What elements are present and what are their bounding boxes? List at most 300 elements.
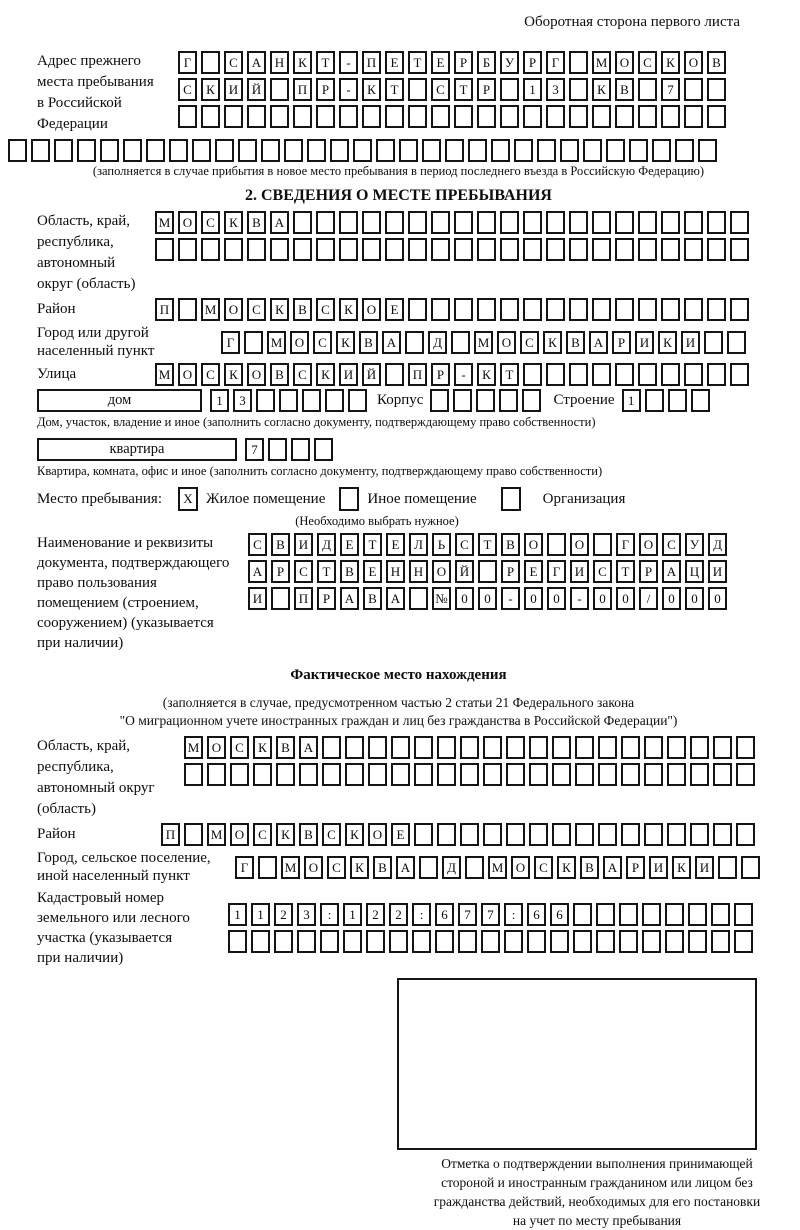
- char-cell[interactable]: -: [339, 51, 358, 74]
- char-cell[interactable]: [741, 856, 760, 879]
- char-cell[interactable]: С: [431, 78, 450, 101]
- char-cell[interactable]: [409, 587, 428, 610]
- char-cell[interactable]: Е: [385, 298, 404, 321]
- char-cell[interactable]: К: [201, 78, 220, 101]
- char-cell[interactable]: [476, 389, 495, 412]
- char-cell[interactable]: [615, 298, 634, 321]
- char-cell[interactable]: О: [511, 856, 530, 879]
- char-cell[interactable]: [736, 763, 755, 786]
- char-cell[interactable]: [523, 363, 542, 386]
- char-cell[interactable]: П: [294, 587, 313, 610]
- checkbox-residential[interactable]: X: [178, 487, 198, 511]
- char-cell[interactable]: Е: [340, 533, 359, 556]
- char-cell[interactable]: [284, 139, 303, 162]
- char-cell[interactable]: [123, 139, 142, 162]
- char-cell[interactable]: [522, 389, 541, 412]
- char-cell[interactable]: К: [339, 298, 358, 321]
- char-cell[interactable]: С: [322, 823, 341, 846]
- char-cell[interactable]: [667, 823, 686, 846]
- char-cell[interactable]: [668, 389, 687, 412]
- char-cell[interactable]: [569, 78, 588, 101]
- char-cell[interactable]: [247, 105, 266, 128]
- char-cell[interactable]: [644, 763, 663, 786]
- char-cell[interactable]: Т: [385, 78, 404, 101]
- char-cell[interactable]: [727, 331, 746, 354]
- char-cell[interactable]: [184, 823, 203, 846]
- char-cell[interactable]: [261, 139, 280, 162]
- char-cell[interactable]: [592, 105, 611, 128]
- char-cell[interactable]: [661, 211, 680, 234]
- char-cell[interactable]: 0: [547, 587, 566, 610]
- char-cell[interactable]: [297, 930, 316, 953]
- char-cell[interactable]: [408, 238, 427, 261]
- char-cell[interactable]: [362, 211, 381, 234]
- char-cell[interactable]: [368, 763, 387, 786]
- char-cell[interactable]: Б: [477, 51, 496, 74]
- char-cell[interactable]: С: [593, 560, 612, 583]
- char-cell[interactable]: [569, 238, 588, 261]
- char-cell[interactable]: К: [672, 856, 691, 879]
- char-cell[interactable]: [256, 389, 275, 412]
- checkbox-organization[interactable]: [501, 487, 521, 511]
- char-cell[interactable]: О: [224, 298, 243, 321]
- char-cell[interactable]: С: [316, 298, 335, 321]
- char-cell[interactable]: П: [408, 363, 427, 386]
- char-cell[interactable]: Г: [547, 560, 566, 583]
- char-cell[interactable]: [684, 238, 703, 261]
- char-cell[interactable]: [592, 298, 611, 321]
- char-cell[interactable]: С: [248, 533, 267, 556]
- char-cell[interactable]: [546, 363, 565, 386]
- char-cell[interactable]: 1: [251, 903, 270, 926]
- char-cell[interactable]: [100, 139, 119, 162]
- char-cell[interactable]: [431, 105, 450, 128]
- char-cell[interactable]: [343, 930, 362, 953]
- char-cell[interactable]: [523, 298, 542, 321]
- char-cell[interactable]: 0: [455, 587, 474, 610]
- char-cell[interactable]: [477, 238, 496, 261]
- char-cell[interactable]: [529, 823, 548, 846]
- char-cell[interactable]: А: [396, 856, 415, 879]
- char-cell[interactable]: [645, 389, 664, 412]
- char-cell[interactable]: [491, 139, 510, 162]
- char-cell[interactable]: [713, 736, 732, 759]
- char-cell[interactable]: [244, 331, 263, 354]
- char-cell[interactable]: В: [270, 363, 289, 386]
- char-cell[interactable]: [500, 78, 519, 101]
- char-cell[interactable]: [207, 763, 226, 786]
- char-cell[interactable]: М: [155, 211, 174, 234]
- char-cell[interactable]: [230, 763, 249, 786]
- char-cell[interactable]: [730, 238, 749, 261]
- char-cell[interactable]: А: [340, 587, 359, 610]
- char-cell[interactable]: [734, 903, 753, 926]
- char-cell[interactable]: -: [570, 587, 589, 610]
- char-cell[interactable]: М: [201, 298, 220, 321]
- char-cell[interactable]: Р: [431, 363, 450, 386]
- char-cell[interactable]: К: [276, 823, 295, 846]
- char-cell[interactable]: [707, 211, 726, 234]
- char-cell[interactable]: С: [327, 856, 346, 879]
- char-cell[interactable]: [451, 331, 470, 354]
- char-cell[interactable]: [385, 211, 404, 234]
- char-cell[interactable]: [638, 78, 657, 101]
- char-cell[interactable]: [291, 438, 310, 461]
- char-cell[interactable]: [268, 438, 287, 461]
- char-cell[interactable]: Е: [431, 51, 450, 74]
- char-cell[interactable]: С: [294, 560, 313, 583]
- char-cell[interactable]: [698, 139, 717, 162]
- char-cell[interactable]: В: [359, 331, 378, 354]
- char-cell[interactable]: [339, 211, 358, 234]
- char-cell[interactable]: [707, 78, 726, 101]
- char-cell[interactable]: О: [570, 533, 589, 556]
- char-cell[interactable]: [546, 105, 565, 128]
- char-cell[interactable]: [437, 823, 456, 846]
- char-cell[interactable]: Т: [616, 560, 635, 583]
- char-cell[interactable]: [228, 930, 247, 953]
- char-cell[interactable]: [546, 238, 565, 261]
- char-cell[interactable]: [499, 389, 518, 412]
- char-cell[interactable]: [615, 105, 634, 128]
- char-cell[interactable]: М: [184, 736, 203, 759]
- char-cell[interactable]: [201, 51, 220, 74]
- char-cell[interactable]: [575, 736, 594, 759]
- char-cell[interactable]: [271, 587, 290, 610]
- char-cell[interactable]: [460, 823, 479, 846]
- char-cell[interactable]: 0: [708, 587, 727, 610]
- char-cell[interactable]: [408, 105, 427, 128]
- char-cell[interactable]: [454, 298, 473, 321]
- char-cell[interactable]: [688, 930, 707, 953]
- char-cell[interactable]: [552, 736, 571, 759]
- char-cell[interactable]: 0: [593, 587, 612, 610]
- char-cell[interactable]: О: [497, 331, 516, 354]
- char-cell[interactable]: [575, 763, 594, 786]
- char-cell[interactable]: [504, 930, 523, 953]
- char-cell[interactable]: Т: [316, 51, 335, 74]
- char-cell[interactable]: [389, 930, 408, 953]
- char-cell[interactable]: [478, 560, 497, 583]
- char-cell[interactable]: [8, 139, 27, 162]
- char-cell[interactable]: [661, 105, 680, 128]
- char-cell[interactable]: №: [432, 587, 451, 610]
- char-cell[interactable]: Р: [626, 856, 645, 879]
- char-cell[interactable]: К: [350, 856, 369, 879]
- char-cell[interactable]: Т: [500, 363, 519, 386]
- char-cell[interactable]: Д: [708, 533, 727, 556]
- house-box[interactable]: дом: [37, 389, 202, 412]
- char-cell[interactable]: [155, 238, 174, 261]
- char-cell[interactable]: [270, 78, 289, 101]
- char-cell[interactable]: [596, 903, 615, 926]
- char-cell[interactable]: [201, 105, 220, 128]
- char-cell[interactable]: [713, 823, 732, 846]
- char-cell[interactable]: Й: [455, 560, 474, 583]
- char-cell[interactable]: Д: [428, 331, 447, 354]
- char-cell[interactable]: [730, 211, 749, 234]
- char-cell[interactable]: [169, 139, 188, 162]
- char-cell[interactable]: [537, 139, 556, 162]
- char-cell[interactable]: К: [224, 363, 243, 386]
- char-cell[interactable]: [345, 736, 364, 759]
- char-cell[interactable]: К: [336, 331, 355, 354]
- char-cell[interactable]: И: [695, 856, 714, 879]
- char-cell[interactable]: [638, 298, 657, 321]
- char-cell[interactable]: [644, 823, 663, 846]
- char-cell[interactable]: М: [281, 856, 300, 879]
- char-cell[interactable]: [592, 238, 611, 261]
- char-cell[interactable]: [345, 763, 364, 786]
- char-cell[interactable]: К: [592, 78, 611, 101]
- char-cell[interactable]: [730, 363, 749, 386]
- char-cell[interactable]: [224, 105, 243, 128]
- char-cell[interactable]: В: [293, 298, 312, 321]
- char-cell[interactable]: 6: [435, 903, 454, 926]
- char-cell[interactable]: [314, 438, 333, 461]
- char-cell[interactable]: [569, 363, 588, 386]
- char-cell[interactable]: [408, 211, 427, 234]
- char-cell[interactable]: [385, 105, 404, 128]
- char-cell[interactable]: [274, 930, 293, 953]
- char-cell[interactable]: [514, 139, 533, 162]
- char-cell[interactable]: [477, 211, 496, 234]
- char-cell[interactable]: А: [589, 331, 608, 354]
- char-cell[interactable]: Д: [317, 533, 336, 556]
- char-cell[interactable]: 6: [550, 903, 569, 926]
- char-cell[interactable]: [621, 736, 640, 759]
- char-cell[interactable]: [684, 298, 703, 321]
- char-cell[interactable]: 1: [228, 903, 247, 926]
- char-cell[interactable]: [529, 736, 548, 759]
- char-cell[interactable]: [546, 211, 565, 234]
- char-cell[interactable]: [316, 105, 335, 128]
- char-cell[interactable]: :: [504, 903, 523, 926]
- char-cell[interactable]: П: [161, 823, 180, 846]
- char-cell[interactable]: [690, 823, 709, 846]
- char-cell[interactable]: [523, 238, 542, 261]
- char-cell[interactable]: [419, 856, 438, 879]
- char-cell[interactable]: П: [155, 298, 174, 321]
- char-cell[interactable]: 0: [616, 587, 635, 610]
- char-cell[interactable]: О: [432, 560, 451, 583]
- char-cell[interactable]: А: [248, 560, 267, 583]
- char-cell[interactable]: 0: [478, 587, 497, 610]
- char-cell[interactable]: :: [320, 903, 339, 926]
- char-cell[interactable]: [661, 238, 680, 261]
- char-cell[interactable]: Е: [524, 560, 543, 583]
- char-cell[interactable]: П: [362, 51, 381, 74]
- char-cell[interactable]: [506, 736, 525, 759]
- char-cell[interactable]: [500, 238, 519, 261]
- char-cell[interactable]: [736, 823, 755, 846]
- char-cell[interactable]: [477, 105, 496, 128]
- char-cell[interactable]: К: [477, 363, 496, 386]
- char-cell[interactable]: [529, 763, 548, 786]
- char-cell[interactable]: [362, 105, 381, 128]
- char-cell[interactable]: О: [304, 856, 323, 879]
- char-cell[interactable]: [665, 903, 684, 926]
- char-cell[interactable]: О: [639, 533, 658, 556]
- char-cell[interactable]: М: [267, 331, 286, 354]
- char-cell[interactable]: А: [662, 560, 681, 583]
- char-cell[interactable]: В: [373, 856, 392, 879]
- char-cell[interactable]: [458, 930, 477, 953]
- char-cell[interactable]: А: [299, 736, 318, 759]
- char-cell[interactable]: [642, 930, 661, 953]
- char-cell[interactable]: [506, 823, 525, 846]
- char-cell[interactable]: Н: [270, 51, 289, 74]
- char-cell[interactable]: [201, 238, 220, 261]
- char-cell[interactable]: 0: [524, 587, 543, 610]
- char-cell[interactable]: [322, 736, 341, 759]
- char-cell[interactable]: И: [681, 331, 700, 354]
- char-cell[interactable]: :: [412, 903, 431, 926]
- char-cell[interactable]: Д: [442, 856, 461, 879]
- char-cell[interactable]: У: [685, 533, 704, 556]
- char-cell[interactable]: О: [524, 533, 543, 556]
- char-cell[interactable]: К: [658, 331, 677, 354]
- char-cell[interactable]: [465, 856, 484, 879]
- char-cell[interactable]: [592, 363, 611, 386]
- char-cell[interactable]: В: [363, 587, 382, 610]
- char-cell[interactable]: О: [178, 211, 197, 234]
- char-cell[interactable]: [414, 736, 433, 759]
- char-cell[interactable]: [652, 139, 671, 162]
- char-cell[interactable]: И: [570, 560, 589, 583]
- char-cell[interactable]: [500, 298, 519, 321]
- char-cell[interactable]: [598, 763, 617, 786]
- char-cell[interactable]: [550, 930, 569, 953]
- char-cell[interactable]: [684, 211, 703, 234]
- char-cell[interactable]: [593, 533, 612, 556]
- char-cell[interactable]: М: [207, 823, 226, 846]
- char-cell[interactable]: [215, 139, 234, 162]
- char-cell[interactable]: [31, 139, 50, 162]
- char-cell[interactable]: С: [520, 331, 539, 354]
- char-cell[interactable]: [293, 238, 312, 261]
- char-cell[interactable]: К: [345, 823, 364, 846]
- char-cell[interactable]: [734, 930, 753, 953]
- char-cell[interactable]: [54, 139, 73, 162]
- char-cell[interactable]: О: [684, 51, 703, 74]
- char-cell[interactable]: [615, 363, 634, 386]
- char-cell[interactable]: А: [382, 331, 401, 354]
- char-cell[interactable]: [560, 139, 579, 162]
- char-cell[interactable]: И: [708, 560, 727, 583]
- char-cell[interactable]: Е: [385, 51, 404, 74]
- char-cell[interactable]: И: [339, 363, 358, 386]
- char-cell[interactable]: Е: [386, 533, 405, 556]
- char-cell[interactable]: [629, 139, 648, 162]
- char-cell[interactable]: 1: [210, 389, 229, 412]
- char-cell[interactable]: [385, 363, 404, 386]
- char-cell[interactable]: И: [248, 587, 267, 610]
- char-cell[interactable]: 7: [245, 438, 264, 461]
- char-cell[interactable]: К: [557, 856, 576, 879]
- char-cell[interactable]: [270, 238, 289, 261]
- char-cell[interactable]: С: [224, 51, 243, 74]
- char-cell[interactable]: [615, 211, 634, 234]
- char-cell[interactable]: Е: [391, 823, 410, 846]
- char-cell[interactable]: Л: [409, 533, 428, 556]
- char-cell[interactable]: [684, 78, 703, 101]
- char-cell[interactable]: 6: [527, 903, 546, 926]
- char-cell[interactable]: [684, 105, 703, 128]
- char-cell[interactable]: Р: [612, 331, 631, 354]
- char-cell[interactable]: А: [603, 856, 622, 879]
- char-cell[interactable]: Р: [317, 587, 336, 610]
- char-cell[interactable]: [691, 389, 710, 412]
- char-cell[interactable]: И: [649, 856, 668, 879]
- char-cell[interactable]: [279, 389, 298, 412]
- char-cell[interactable]: С: [534, 856, 553, 879]
- char-cell[interactable]: 2: [366, 903, 385, 926]
- char-cell[interactable]: [253, 763, 272, 786]
- char-cell[interactable]: [690, 736, 709, 759]
- char-cell[interactable]: [644, 736, 663, 759]
- char-cell[interactable]: С: [293, 363, 312, 386]
- char-cell[interactable]: [408, 78, 427, 101]
- char-cell[interactable]: [454, 211, 473, 234]
- char-cell[interactable]: [711, 903, 730, 926]
- char-cell[interactable]: [730, 298, 749, 321]
- char-cell[interactable]: 7: [661, 78, 680, 101]
- char-cell[interactable]: [707, 363, 726, 386]
- char-cell[interactable]: [366, 930, 385, 953]
- char-cell[interactable]: [330, 139, 349, 162]
- char-cell[interactable]: 7: [458, 903, 477, 926]
- char-cell[interactable]: [405, 331, 424, 354]
- char-cell[interactable]: 1: [343, 903, 362, 926]
- char-cell[interactable]: В: [707, 51, 726, 74]
- char-cell[interactable]: Т: [363, 533, 382, 556]
- char-cell[interactable]: [348, 389, 367, 412]
- apartment-box[interactable]: квартира: [37, 438, 237, 461]
- char-cell[interactable]: 2: [274, 903, 293, 926]
- char-cell[interactable]: 2: [389, 903, 408, 926]
- char-cell[interactable]: Р: [501, 560, 520, 583]
- char-cell[interactable]: О: [207, 736, 226, 759]
- char-cell[interactable]: [408, 298, 427, 321]
- char-cell[interactable]: [527, 930, 546, 953]
- char-cell[interactable]: Й: [362, 363, 381, 386]
- char-cell[interactable]: А: [247, 51, 266, 74]
- char-cell[interactable]: [690, 763, 709, 786]
- char-cell[interactable]: [638, 105, 657, 128]
- char-cell[interactable]: [642, 903, 661, 926]
- char-cell[interactable]: [575, 823, 594, 846]
- char-cell[interactable]: [293, 105, 312, 128]
- char-cell[interactable]: [547, 533, 566, 556]
- char-cell[interactable]: В: [299, 823, 318, 846]
- char-cell[interactable]: [707, 238, 726, 261]
- char-cell[interactable]: [506, 763, 525, 786]
- char-cell[interactable]: Е: [363, 560, 382, 583]
- char-cell[interactable]: 0: [662, 587, 681, 610]
- char-cell[interactable]: [339, 238, 358, 261]
- char-cell[interactable]: [573, 903, 592, 926]
- char-cell[interactable]: Т: [454, 78, 473, 101]
- char-cell[interactable]: [707, 105, 726, 128]
- char-cell[interactable]: [362, 238, 381, 261]
- char-cell[interactable]: Р: [316, 78, 335, 101]
- char-cell[interactable]: Ц: [685, 560, 704, 583]
- char-cell[interactable]: 0: [685, 587, 704, 610]
- char-cell[interactable]: [573, 930, 592, 953]
- char-cell[interactable]: [339, 105, 358, 128]
- char-cell[interactable]: [638, 211, 657, 234]
